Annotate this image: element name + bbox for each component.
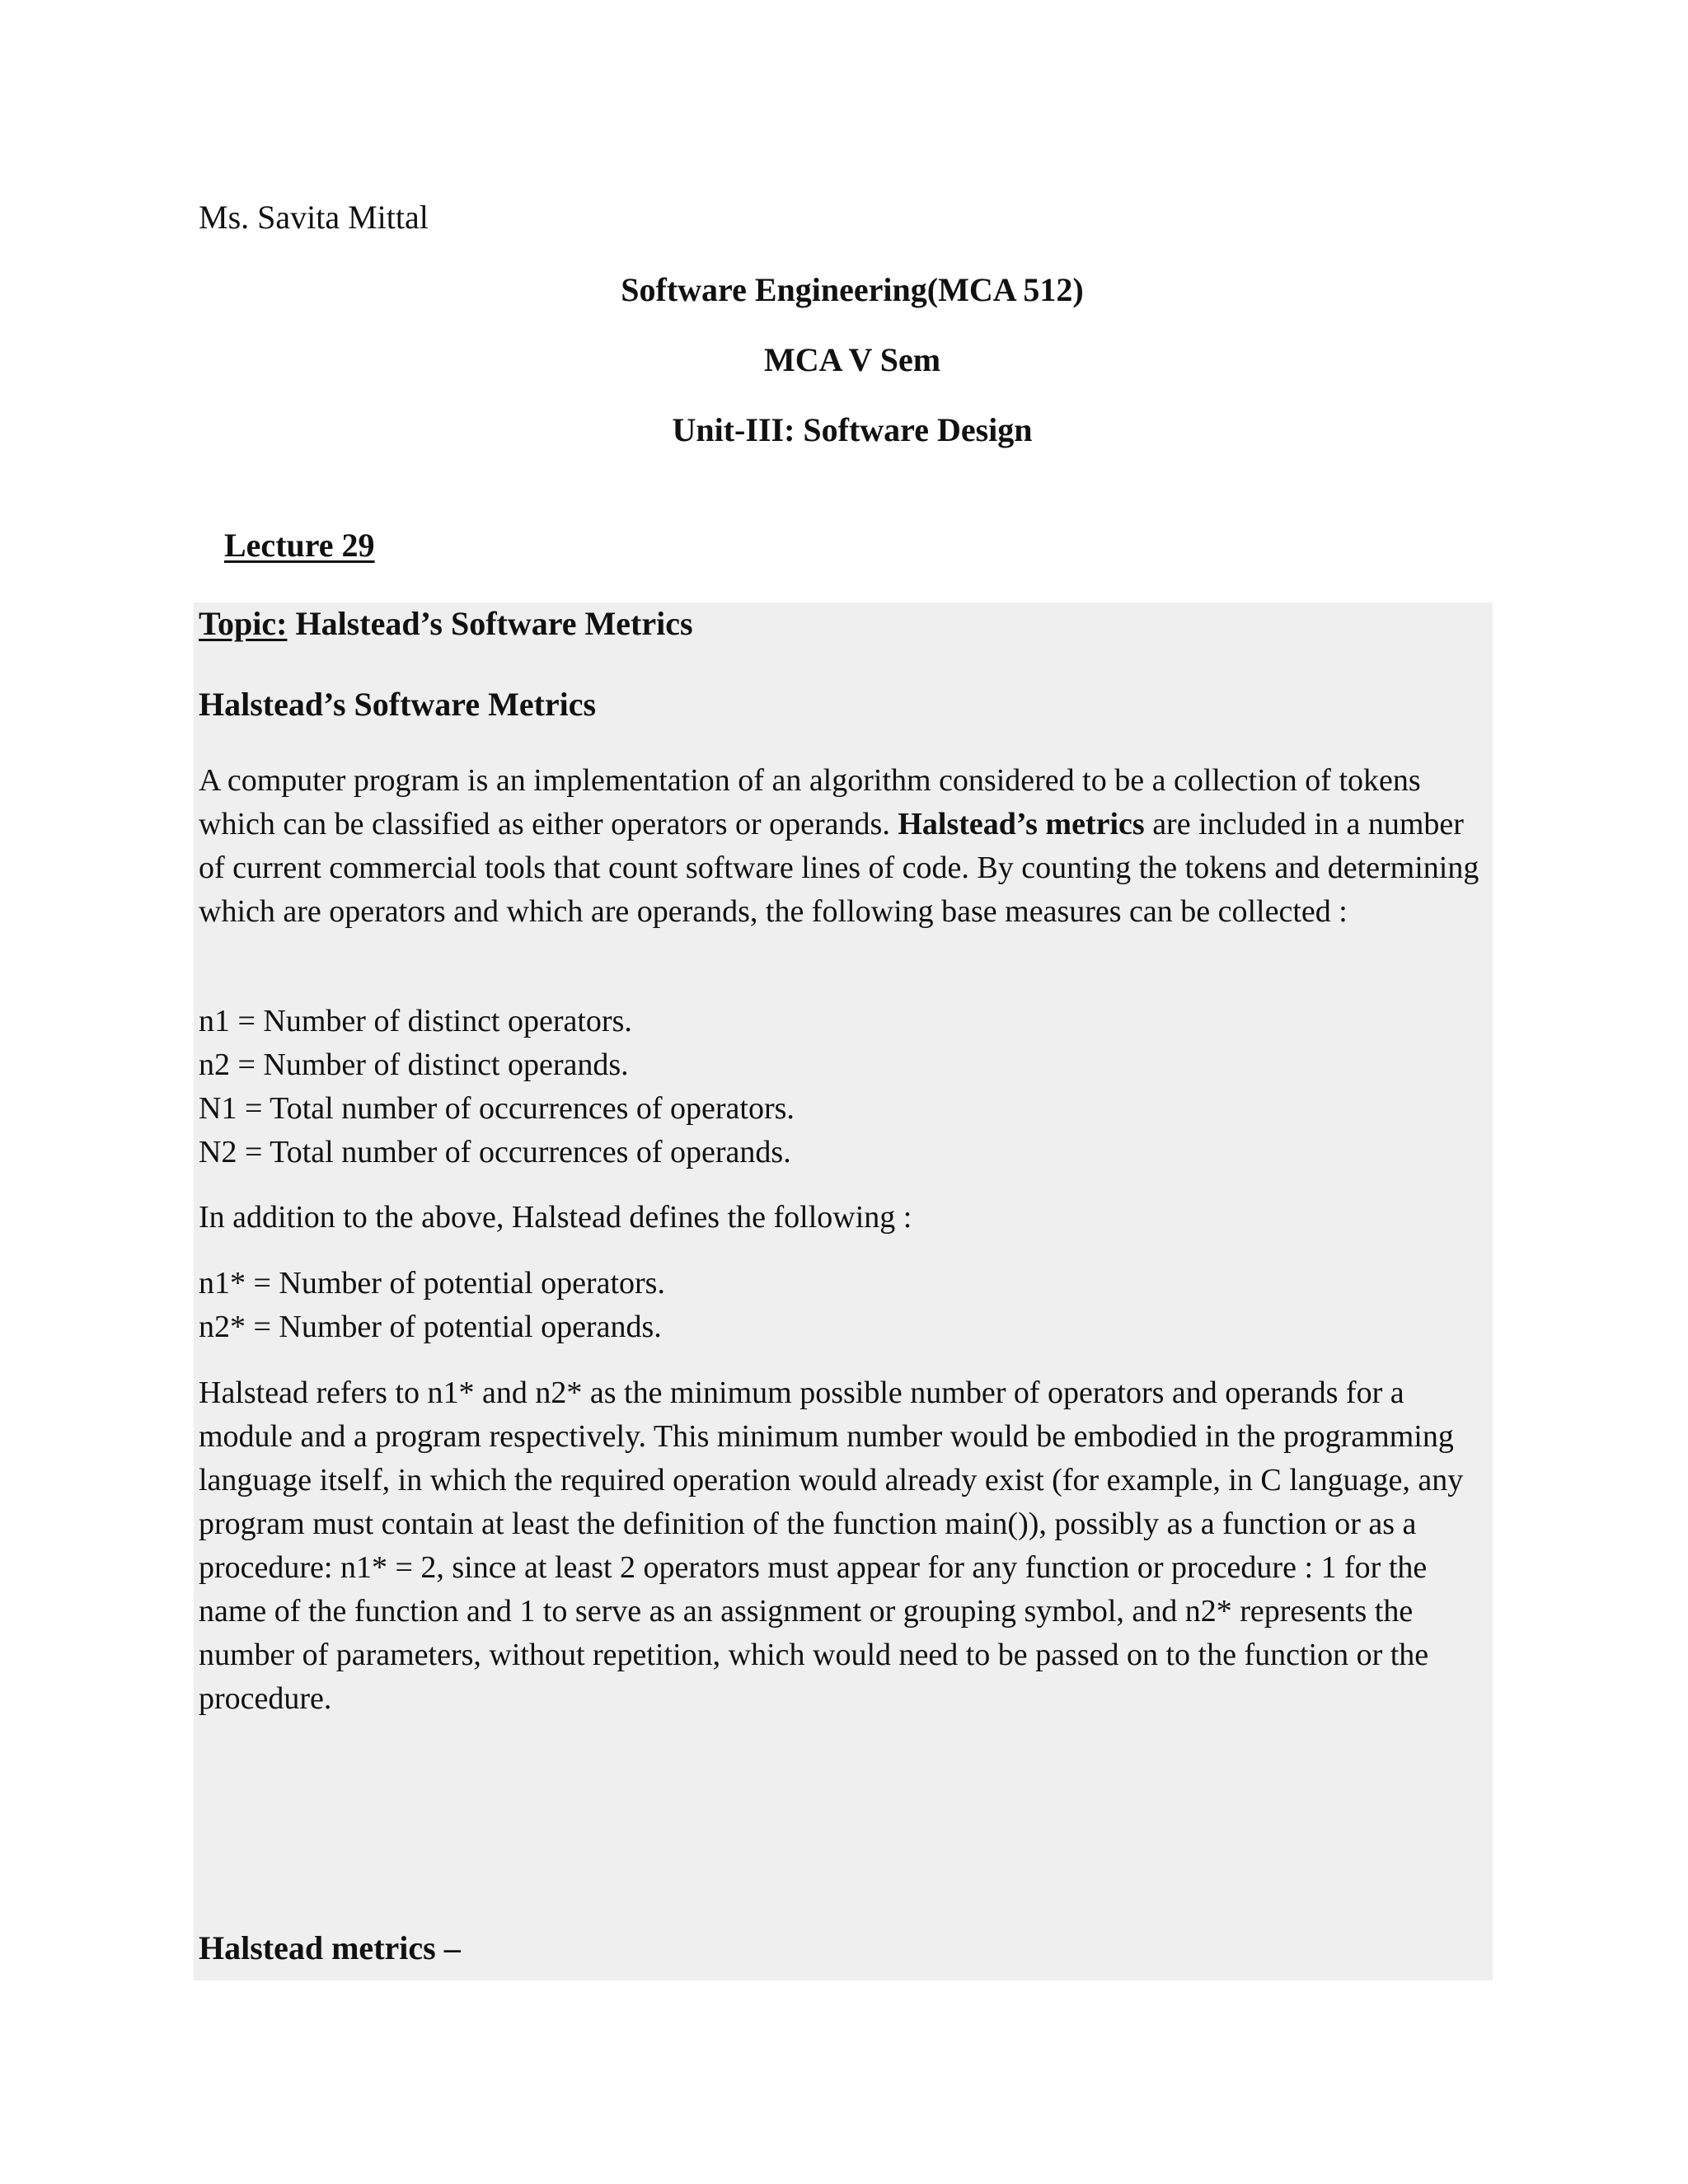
intro-text-start: A computer program is an implementation of an algorithm considered to be a collection of tokens which can be classified as either operators or operands.	[199, 763, 1421, 841]
intro-text-end: are included in a number of current commercial tools that count software lines of code. By counting the tokens and determining which are operators and which are operands, the following base measures can be collected :	[199, 807, 1479, 929]
addition-sentence: In addition to the above, Halstead defines the following :	[199, 1200, 912, 1235]
author-name: Ms. Savita Mittal	[199, 199, 429, 236]
lecture-number: Lecture 29	[224, 527, 375, 564]
explanation-text: Halstead refers to n1* and n2* as the minimum possible number of operators and operands for a module and a program respectively. This minimum number would be embodied in the programming language itself, in which the required operation would already exist (for example, in C language, any program must contain at least the definition of the function main()), possibly as a function or as a procedure: n1* = 2, since at least 2 operators must appear for any function or procedure : 1 for the name of the function and 1 to serve as an assignment or grouping symbol, and n2* represents the number of parameters, without repetition, which would need to be passed on to the function or the procedure.	[199, 1376, 1464, 1716]
semester-label: MCA V Sem	[763, 341, 941, 378]
topic-label: Topic:	[199, 605, 288, 642]
measure-N2: N2 = Total number of occurrences of operands.	[199, 1135, 791, 1169]
measure-n1-star: n1* = Number of potential operators.	[199, 1266, 665, 1301]
intro-paragraph	[199, 759, 1493, 934]
measure-n2-star: n2* = Number of potential operands.	[199, 1310, 662, 1344]
section-heading: Halstead’s Software Metrics	[199, 686, 597, 723]
potential-measures-list	[199, 1262, 1493, 1349]
unit-title: Unit-III: Software Design	[672, 411, 1033, 448]
topic-title: Halstead’s Software Metrics	[287, 605, 693, 642]
measure-n2: n2 = Number of distinct operands.	[199, 1047, 629, 1082]
measure-N1: N1 = Total number of occurrences of operators.	[199, 1091, 795, 1126]
metrics-heading: Halstead metrics –	[199, 1929, 461, 1966]
course-title: Software Engineering(MCA 512)	[621, 271, 1084, 308]
base-measures-list	[199, 1000, 1493, 1174]
intro-bold-term: Halstead’s metrics	[898, 807, 1145, 841]
explanation-paragraph	[199, 1371, 1493, 1721]
measure-n1: n1 = Number of distinct operators.	[199, 1004, 632, 1038]
topic-line	[199, 602, 1493, 645]
